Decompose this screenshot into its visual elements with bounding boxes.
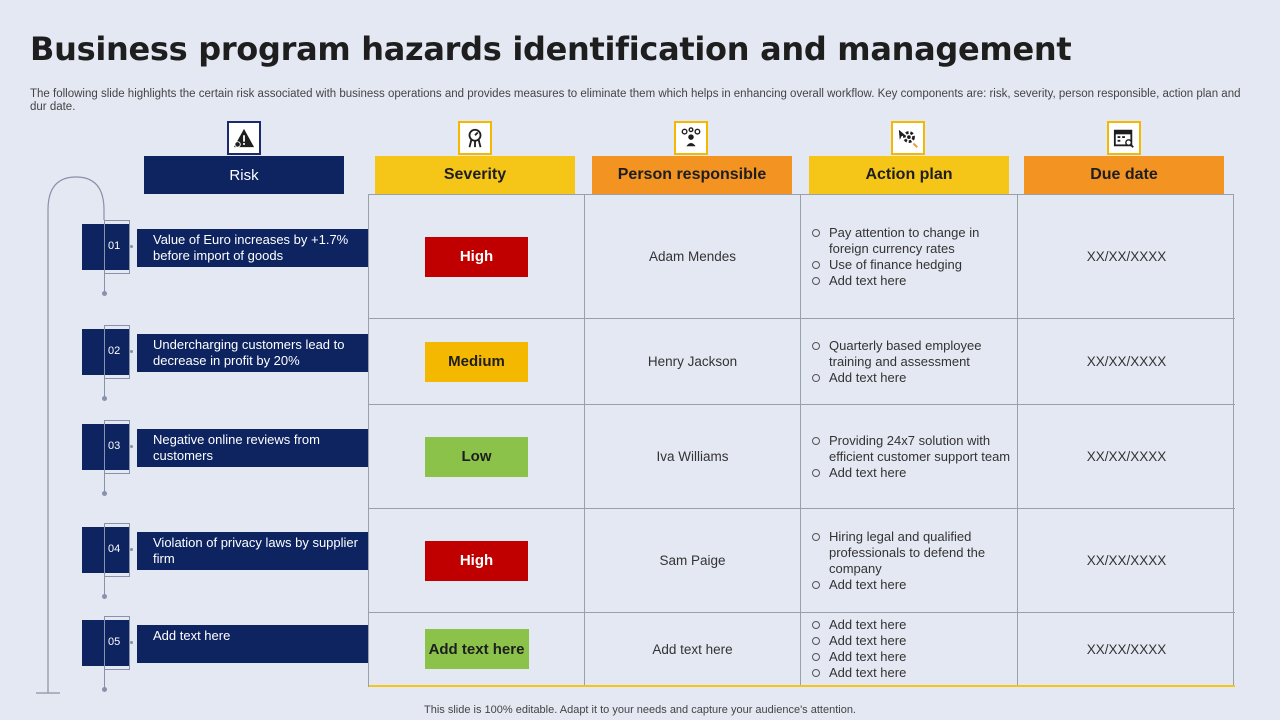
action-plan-item: Pay attention to change in foreign currency rates <box>811 225 1017 257</box>
severity-cell <box>369 509 585 612</box>
action-plan-list <box>811 617 906 681</box>
person-cell: Iva Williams <box>585 405 801 508</box>
risk-number: 02 <box>108 345 121 357</box>
risk-text: Add text here <box>137 625 368 663</box>
person-cell: Adam Mendes <box>585 195 801 318</box>
due-date-cell: XX/XX/XXXX <box>1086 553 1167 568</box>
stem-line <box>104 577 105 595</box>
slide-subtitle: The following slide highlights the certain risk associated with business operations and provides measures to eliminate them which helps in enhancing overall workflow. Key components are: risk, severity, person responsible, action plan and dur date. <box>30 88 1241 113</box>
settings-cursor-icon <box>891 121 925 155</box>
calendar-search-icon <box>1107 121 1141 155</box>
action-plan-list <box>811 225 1017 289</box>
action-plan-item: Providing 24x7 solution with efficient customer support team <box>811 433 1017 465</box>
connector-dot <box>130 350 133 353</box>
severity-badge: High <box>425 541 528 581</box>
connector-dot <box>130 548 133 551</box>
action-plan-list <box>811 529 1017 593</box>
action-plan-item: Quarterly based employee training and assessment <box>811 338 1017 370</box>
person-gears-icon <box>674 121 708 155</box>
header-action-plan: Action plan <box>809 156 1009 194</box>
risk-number: 01 <box>108 240 121 252</box>
stem-line <box>104 379 105 397</box>
due-date-cell: XX/XX/XXXX <box>1086 249 1167 264</box>
severity-cell <box>369 613 585 685</box>
stem-dot <box>102 687 107 692</box>
table-row <box>369 509 1235 613</box>
action-plan-list <box>811 433 1017 481</box>
action-plan-item: Add text here <box>811 649 906 665</box>
severity-cell <box>369 195 585 318</box>
header-due-date: Due date <box>1024 156 1224 194</box>
due-date-cell: XX/XX/XXXX <box>1086 641 1167 657</box>
action-plan-list <box>811 338 1017 386</box>
action-plan-cell <box>801 319 1018 404</box>
action-plan-cell <box>801 405 1018 508</box>
action-plan-item: Add text here <box>811 273 1017 289</box>
person-cell: Sam Paige <box>585 509 801 612</box>
action-plan-cell <box>801 509 1018 612</box>
action-plan-item: Add text here <box>811 465 1017 481</box>
action-plan-cell <box>801 195 1018 318</box>
table-row <box>369 613 1235 687</box>
severity-badge: Medium <box>425 342 528 382</box>
risk-number: 03 <box>108 440 121 452</box>
action-plan-cell <box>801 613 1018 685</box>
person-cell: Add text here <box>585 613 801 685</box>
stem-dot <box>102 491 107 496</box>
stem-line <box>104 474 105 492</box>
risk-text: Value of Euro increases by +1.7% before import of goods <box>137 229 368 267</box>
action-plan-item: Add text here <box>811 370 1017 386</box>
gauge-icon <box>458 121 492 155</box>
stem-line <box>104 274 105 292</box>
table-row <box>369 195 1235 319</box>
severity-badge: High <box>425 237 528 277</box>
stem-dot <box>102 291 107 296</box>
action-plan-item: Add text here <box>811 617 906 633</box>
connector-dot <box>130 445 133 448</box>
stem-dot <box>102 396 107 401</box>
header-severity: Severity <box>375 156 575 194</box>
severity-cell <box>369 319 585 404</box>
risk-number: 04 <box>108 543 121 555</box>
slide-footer: This slide is 100% editable. Adapt it to your needs and capture your audience's attention. <box>424 704 856 716</box>
connector-dot <box>130 641 133 644</box>
due-date-cell: XX/XX/XXXX <box>1086 449 1167 464</box>
severity-cell <box>369 405 585 508</box>
action-plan-item: Use of finance hedging <box>811 257 1017 273</box>
risk-text: Violation of privacy laws by supplier firm <box>137 532 368 570</box>
action-plan-item: Add text here <box>811 633 906 649</box>
connector-dot <box>130 245 133 248</box>
table-row <box>369 319 1235 405</box>
action-plan-item: Add text here <box>811 577 1017 593</box>
slide-title: Business program hazards identification and management <box>30 30 1072 68</box>
stem-line <box>104 670 105 688</box>
person-cell: Henry Jackson <box>585 319 801 404</box>
severity-badge: Add text here <box>425 629 529 669</box>
due-date-cell: XX/XX/XXXX <box>1086 354 1167 369</box>
header-person-responsible: Person responsible <box>592 156 792 194</box>
header-risk: Risk <box>144 156 344 194</box>
stem-dot <box>102 594 107 599</box>
hazards-table <box>368 194 1234 687</box>
risk-text: Undercharging customers lead to decrease in profit by 20% <box>137 334 368 372</box>
table-row <box>369 405 1235 509</box>
risk-text: Negative online reviews from customers <box>137 429 368 467</box>
action-plan-item: Hiring legal and qualified professionals to defend the company <box>811 529 1017 577</box>
severity-badge: Low <box>425 437 528 477</box>
risk-number: 05 <box>108 636 121 648</box>
action-plan-item: Add text here <box>811 665 906 681</box>
hazard-warning-icon <box>227 121 261 155</box>
